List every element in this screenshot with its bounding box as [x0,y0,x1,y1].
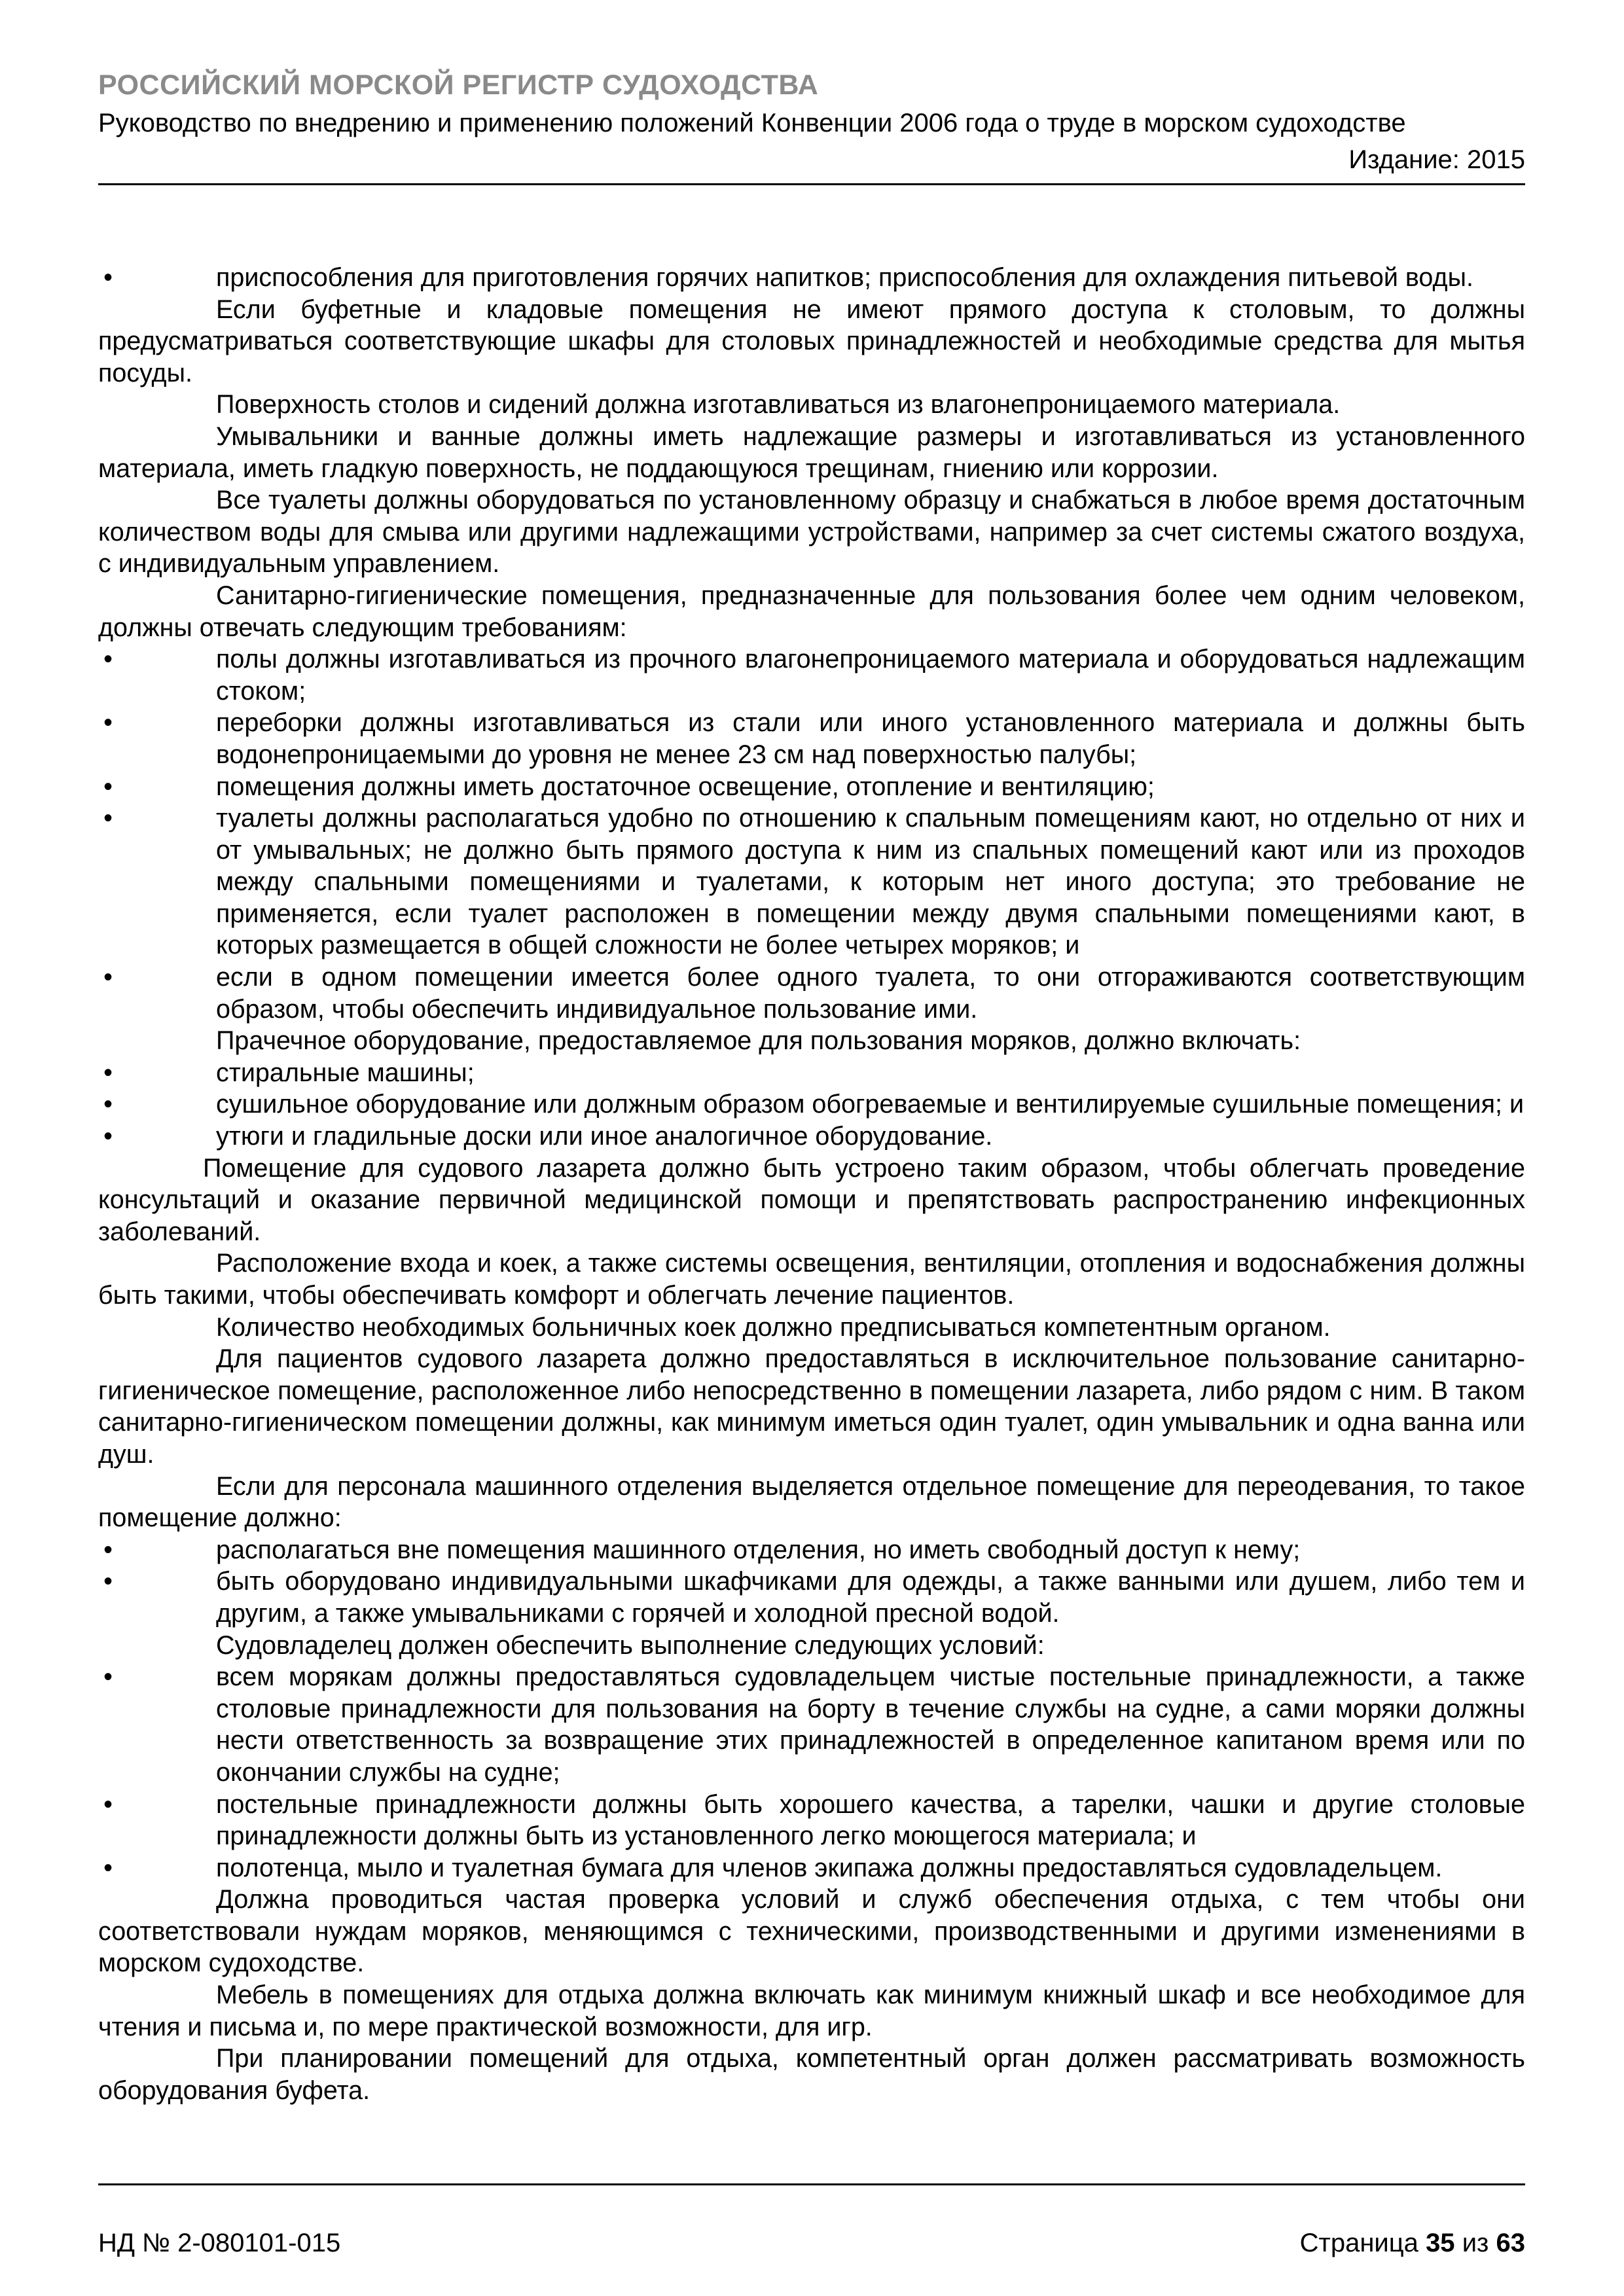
bullet-glyph: • [103,1535,113,1564]
bullet-glyph: • [103,1058,113,1087]
bullet-glyph: • [103,1853,113,1882]
paragraph: Если буфетные и кладовые помещения не имеют прямого доступа к столовым, то должны предусматриваться соответствующие шкафы для столовых принадлежностей и необходимые средства для мытья посуды. [98,295,1525,387]
list-item-text: полотенца, мыло и туалетная бумага для членов экипажа должны предоставляться судовладельцем. [216,1853,1443,1882]
paragraph: Санитарно-гигиенические помещения, предназначенные для пользования более чем одним человеком, должны отвечать следующим требованиям: [98,581,1525,642]
footer-divider [98,2183,1525,2185]
paragraph: Помещение для судового лазарета должно быть устроено таким образом, чтобы облегчать проведение консультаций и оказание первичной медицинской помощи и препятствовать распространению инфекционных заболеваний. [98,1153,1525,1246]
page-footer [98,2183,1525,2261]
list-item-text: полы должны изготавливаться из прочного влагонепроницаемого материала и оборудоваться надлежащим стоком; [216,645,1525,706]
header-divider [98,183,1525,185]
bullet-glyph: • [103,645,113,674]
page-total: 63 [1496,2229,1525,2257]
list-item-text: сушильное оборудование или должным образом обогреваемые и вентилируемые сушильные помещения; и [216,1090,1525,1119]
list-item-text: стиральные машины; [216,1058,475,1087]
document-body [98,262,1525,2106]
list-item [98,643,1525,707]
list-item-text: туалеты должны располагаться удобно по отношению к спальным помещениям кают, но отдельно от них и от умывальных; не должно быть прямого доступа к ним из спальных помещений кают или из проходов между спальными помещениями и туалетами, к которым нет иного доступа; это требование не применяется, если туалет расположен в помещении между двумя спальными помещениями кают, в которых размещается в общей сложности не более четырех моряков; и [216,804,1525,960]
page-header [98,65,1525,185]
list-item-text: быть оборудовано индивидуальными шкафчиками для одежды, а также ванными или душем, либо тем и другим, а также умывальниками с горячей и холодной пресной водой. [216,1567,1525,1628]
bullet-glyph: • [103,263,113,292]
list-item [98,1121,1525,1153]
bullet-glyph: • [103,1122,113,1151]
organization-name: РОССИЙСКИЙ МОРСКОЙ РЕГИСТР СУДОХОДСТВА [98,69,819,101]
document-title: Руководство по внедрению и применению положений Конвенции 2006 года о труде в морском судоходстве [98,109,1406,137]
list-item [98,1661,1525,1788]
page-of: из [1462,2229,1489,2257]
paragraph: Поверхность столов и сидений должна изготавливаться из влагонепроницаемого материала. [216,390,1341,420]
list-item [98,802,1525,961]
list-item [98,771,1525,803]
list-item-text: всем морякам должны предоставляться судовладельцем чистые постельные принадлежности, а также столовые принадлежности для пользования на борту в течение службы на судне, а сами моряки должны нести ответственность за возвращение этих принадлежностей в определенное капитаном время или по окончании службы на судне; [216,1662,1525,1787]
list-item [98,1088,1525,1121]
page-label: Страница [1299,2229,1418,2257]
list-item [98,1789,1525,1852]
list-item [98,1852,1525,1884]
bullet-glyph: • [103,1567,113,1596]
paragraph: Должна проводиться частая проверка условий и служб обеспечения отдыха, с тем чтобы они соответствовали нуждам моряков, меняющимся с техническими, производственными и другими изменениями в морском судоходстве. [98,1885,1525,1978]
paragraph: Мебель в помещениях для отдыха должна включать как минимум книжный шкаф и все необходимое для чтения и письма и, по мере практической возможности, для игр. [98,1981,1525,2041]
bullet-glyph: • [103,772,113,801]
document-page [98,65,1525,2265]
list-item [98,961,1525,1025]
list-item [98,707,1525,770]
paragraph: При планировании помещений для отдыха, компетентный орган должен рассматривать возможность оборудования буфета. [98,2044,1525,2105]
paragraph: Все туалеты должны оборудоваться по установленному образцу и снабжаться в любое время достаточным количеством воды для смыва или другими надлежащими устройствами, например за счет системы сжатого воздуха, с индивидуальным управлением. [98,486,1525,579]
document-number: НД № 2-080101-015 [98,2229,341,2257]
list-item [98,1566,1525,1629]
list-item-text: помещения должны иметь достаточное освещение, отопление и вентиляцию; [216,772,1155,801]
list-item-text: постельные принадлежности должны быть хорошего качества, а тарелки, чашки и другие столовые принадлежности должны быть из установленного легко моющегося материала; и [216,1789,1525,1851]
bullet-glyph: • [103,804,113,833]
list-item [98,262,1525,294]
bullet-glyph: • [103,1662,113,1692]
paragraph: Судовладелец должен обеспечить выполнение следующих условий: [216,1630,1045,1660]
paragraph: Количество необходимых больничных коек должно предписываться компетентным органом. [216,1312,1331,1342]
paragraph: Умывальники и ванные должны иметь надлежащие размеры и изготавливаться из установленного материала, иметь гладкую поверхность, не поддающуюся трещинам, гниению или коррозии. [98,422,1525,483]
list-item-text: если в одном помещении имеется более одного туалета, то они отгораживаются соответствующим образом, чтобы обеспечить индивидуальное пользование ими. [216,963,1525,1024]
paragraph: Для пациентов судового лазарета должно предоставляться в исключительное пользование санитарно-гигиеническое помещение, расположенное либо непосредственно в помещении лазарета, либо рядом с ним. В таком санитарно-гигиеническом помещении должны, как минимум иметься один туалет, один умывальник и одна ванна или душ. [98,1344,1525,1469]
list-item-text: располагаться вне помещения машинного отделения, но иметь свободный доступ к нему; [216,1535,1301,1564]
list-item-text: приспособления для приготовления горячих напитков; приспособления для охлаждения питьевой воды. [216,263,1473,292]
page-indicator [1300,2225,1525,2261]
bullet-glyph: • [103,1789,113,1819]
list-item-text: утюги и гладильные доски или иное аналогичное оборудование. [216,1122,993,1151]
list-item [98,1057,1525,1089]
edition-label: Издание: 2015 [1348,145,1525,174]
page-current: 35 [1426,2229,1455,2257]
bullet-glyph: • [103,963,113,992]
paragraph: Расположение входа и коек, а также системы освещения, вентиляции, отопления и водоснабжения должны быть такими, чтобы обеспечивать комфорт и облегчать лечение пациентов. [98,1249,1525,1310]
list-item [98,1534,1525,1566]
bullet-glyph: • [103,1090,113,1119]
list-item-text: переборки должны изготавливаться из стали или иного установленного материала и должны быть водонепроницаемыми до уровня не менее 23 см над поверхностью палубы; [216,708,1525,769]
bullet-glyph: • [103,708,113,738]
paragraph: Прачечное оборудование, предоставляемое для пользования моряков, должно включать: [216,1026,1301,1056]
paragraph: Если для персонала машинного отделения выделяется отдельное помещение для переодевания, то такое помещение должно: [98,1471,1525,1533]
